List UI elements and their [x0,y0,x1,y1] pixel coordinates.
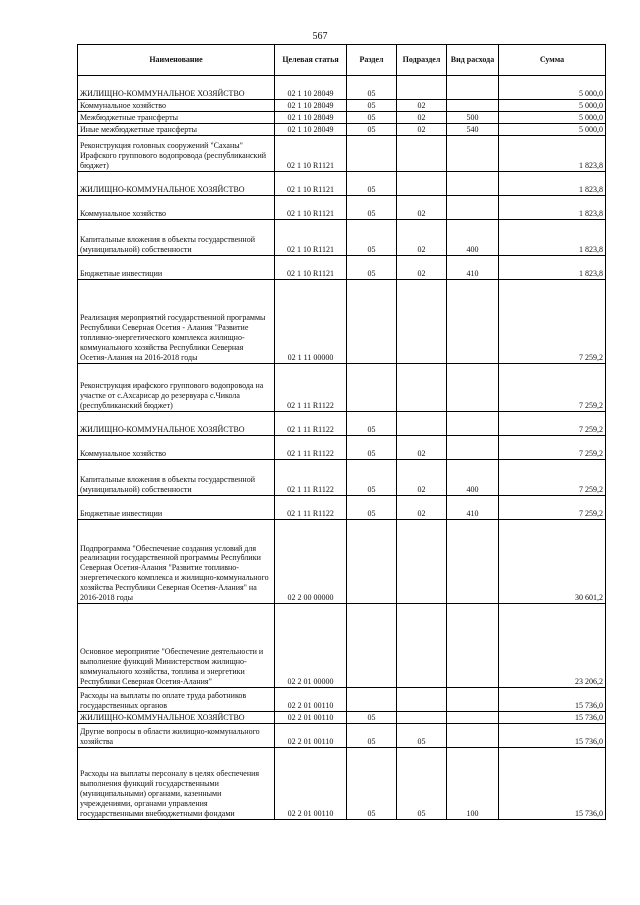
cell-target: 02 2 01 00110 [275,724,347,748]
cell-target: 02 1 10 R1121 [275,136,347,172]
cell-section: 05 [347,220,397,256]
cell-subsection: 02 [397,100,447,112]
cell-amount: 7 259,2 [499,460,606,496]
cell-expense-type: 400 [447,460,499,496]
cell-section [347,136,397,172]
cell-subsection [397,172,447,196]
cell-name: Коммунальное хозяйство [78,436,275,460]
cell-amount: 1 823,8 [499,172,606,196]
cell-expense-type [447,196,499,220]
cell-name: Реализация мероприятий государственной программы Республики Северная Осетия - Алания "Развитие топливно-энергетического комплекса жилищно-коммунального хозяйства Республики Северная Осетия-Алания на 2016-2018 годы [78,280,275,364]
cell-target: 02 1 11 R1122 [275,460,347,496]
cell-subsection: 02 [397,496,447,520]
header-subsection: Подраздел [397,45,447,76]
cell-name: ЖИЛИЩНО-КОММУНАЛЬНОЕ ХОЗЯЙСТВО [78,172,275,196]
table-row [78,748,606,820]
cell-target: 02 1 10 28049 [275,124,347,136]
cell-target: 02 1 11 R1122 [275,496,347,520]
cell-expense-type [447,688,499,712]
header-name: Наименование [78,45,275,76]
cell-amount: 5 000,0 [499,112,606,124]
cell-section: 05 [347,436,397,460]
cell-section: 05 [347,256,397,280]
cell-section [347,520,397,604]
cell-expense-type: 410 [447,256,499,280]
table-row [78,436,606,460]
cell-name: Межбюджетные трансферты [78,112,275,124]
table-header-row [78,45,606,76]
cell-section: 05 [347,112,397,124]
table-row [78,604,606,688]
cell-target: 02 1 11 R1122 [275,436,347,460]
cell-name: Реконструкция головных сооружений "Саханы" Ирафского группового водопровода (республиканский бюджет) [78,136,275,172]
cell-amount: 7 259,2 [499,436,606,460]
cell-target: 02 1 11 R1122 [275,412,347,436]
cell-amount: 5 000,0 [499,76,606,100]
cell-target: 02 1 10 28049 [275,76,347,100]
cell-target: 02 1 11 R1122 [275,364,347,412]
cell-subsection: 05 [397,724,447,748]
cell-subsection [397,712,447,724]
cell-name: Расходы на выплаты по оплате труда работников государственных органов [78,688,275,712]
table-row [78,100,606,112]
cell-subsection: 02 [397,112,447,124]
table-row [78,688,606,712]
header-expense-type: Вид расхода [447,45,499,76]
table-row [78,136,606,172]
cell-expense-type [447,604,499,688]
cell-expense-type: 100 [447,748,499,820]
cell-subsection: 05 [397,748,447,820]
table-row [78,280,606,364]
cell-name: Коммунальное хозяйство [78,196,275,220]
cell-amount: 15 736,0 [499,724,606,748]
cell-section [347,604,397,688]
cell-target: 02 1 10 28049 [275,112,347,124]
cell-target: 02 1 10 28049 [275,100,347,112]
cell-subsection [397,412,447,436]
cell-name: Бюджетные инвестиции [78,256,275,280]
cell-amount: 15 736,0 [499,712,606,724]
page-number: 567 [312,31,328,42]
cell-section [347,688,397,712]
cell-amount: 15 736,0 [499,748,606,820]
cell-expense-type: 540 [447,124,499,136]
cell-subsection: 02 [397,220,447,256]
cell-expense-type [447,412,499,436]
cell-subsection: 02 [397,460,447,496]
cell-target: 02 2 01 00110 [275,712,347,724]
table-row [78,76,606,100]
table-row [78,364,606,412]
cell-expense-type [447,280,499,364]
header-section: Раздел [347,45,397,76]
cell-expense-type [447,520,499,604]
cell-subsection: 02 [397,124,447,136]
cell-name: ЖИЛИЩНО-КОММУНАЛЬНОЕ ХОЗЯЙСТВО [78,712,275,724]
cell-target: 02 2 01 00110 [275,748,347,820]
cell-name: Коммунальное хозяйство [78,100,275,112]
cell-subsection: 02 [397,196,447,220]
cell-expense-type [447,436,499,460]
cell-expense-type [447,712,499,724]
table-row [78,724,606,748]
cell-amount: 15 736,0 [499,688,606,712]
cell-expense-type: 410 [447,496,499,520]
cell-expense-type [447,724,499,748]
cell-section [347,280,397,364]
cell-target: 02 2 01 00110 [275,688,347,712]
cell-amount: 5 000,0 [499,100,606,112]
cell-subsection [397,76,447,100]
cell-section: 05 [347,412,397,436]
cell-subsection [397,280,447,364]
cell-section [347,364,397,412]
table-row [78,196,606,220]
cell-expense-type: 500 [447,112,499,124]
table-row [78,112,606,124]
table-row [78,460,606,496]
cell-target: 02 1 10 R1121 [275,220,347,256]
cell-name: Расходы на выплаты персоналу в целях обеспечения выполнения функций государственными (муниципальными) органами, казенными учреждениями, органами управления государственными внебюджетными фондами [78,748,275,820]
cell-amount: 30 601,2 [499,520,606,604]
cell-target: 02 1 10 R1121 [275,196,347,220]
cell-name: Бюджетные инвестиции [78,496,275,520]
cell-section: 05 [347,196,397,220]
budget-table [77,44,606,820]
cell-target: 02 1 10 R1121 [275,172,347,196]
cell-amount: 1 823,8 [499,220,606,256]
cell-subsection: 02 [397,256,447,280]
cell-name: ЖИЛИЩНО-КОММУНАЛЬНОЕ ХОЗЯЙСТВО [78,412,275,436]
cell-name: Реконструкция ирафского группового водопровода на участке от с.Ахсарисар до резервуара с.Чикола (республиканский бюджет) [78,364,275,412]
cell-name: Иные межбюджетные трансферты [78,124,275,136]
cell-section: 05 [347,100,397,112]
cell-section: 05 [347,460,397,496]
cell-target: 02 1 10 R1121 [275,256,347,280]
table-row [78,172,606,196]
cell-target: 02 2 00 00000 [275,520,347,604]
cell-section: 05 [347,748,397,820]
cell-expense-type [447,100,499,112]
table-row [78,412,606,436]
cell-name: ЖИЛИЩНО-КОММУНАЛЬНОЕ ХОЗЯЙСТВО [78,76,275,100]
cell-amount: 1 823,8 [499,256,606,280]
cell-expense-type: 400 [447,220,499,256]
cell-section: 05 [347,124,397,136]
cell-amount: 23 206,2 [499,604,606,688]
cell-amount: 7 259,2 [499,412,606,436]
cell-subsection [397,604,447,688]
cell-section: 05 [347,724,397,748]
header-target: Целевая статья [275,45,347,76]
cell-expense-type [447,76,499,100]
cell-expense-type [447,136,499,172]
cell-section: 05 [347,712,397,724]
cell-name: Другие вопросы в области жилищно-коммунального хозяйства [78,724,275,748]
table-row [78,496,606,520]
header-amount: Сумма [499,45,606,76]
cell-section: 05 [347,172,397,196]
cell-amount: 7 259,2 [499,496,606,520]
cell-subsection [397,136,447,172]
cell-section: 05 [347,496,397,520]
cell-name: Капитальные вложения в объекты государственной (муниципальной) собственности [78,220,275,256]
table-row [78,520,606,604]
cell-target: 02 1 11 00000 [275,280,347,364]
cell-amount: 7 259,2 [499,364,606,412]
table-row [78,220,606,256]
cell-expense-type [447,172,499,196]
cell-expense-type [447,364,499,412]
cell-name: Подпрограмма "Обеспечение создания условий для реализации государственной программы Республики Северная Осетия-Алания "Развитие топливно-энергетического комплекса и жилищно-коммунального хозяйства Республики Северная Осетия-Алания" на 2016-2018 годы [78,520,275,604]
table-row [78,256,606,280]
table-row [78,124,606,136]
cell-section: 05 [347,76,397,100]
cell-name: Капитальные вложения в объекты государственной (муниципальной) собственности [78,460,275,496]
cell-subsection [397,520,447,604]
cell-amount: 7 259,2 [499,280,606,364]
cell-amount: 5 000,0 [499,124,606,136]
cell-amount: 1 823,8 [499,136,606,172]
cell-subsection: 02 [397,436,447,460]
cell-target: 02 2 01 00000 [275,604,347,688]
cell-subsection [397,688,447,712]
cell-amount: 1 823,8 [499,196,606,220]
cell-subsection [397,364,447,412]
table-row [78,712,606,724]
cell-name: Основное мероприятие "Обеспечение деятельности и выполнение функций Министерством жилищно-коммунального хозяйства, топлива и энергетики Республики Северная Осетия-Алания" [78,604,275,688]
